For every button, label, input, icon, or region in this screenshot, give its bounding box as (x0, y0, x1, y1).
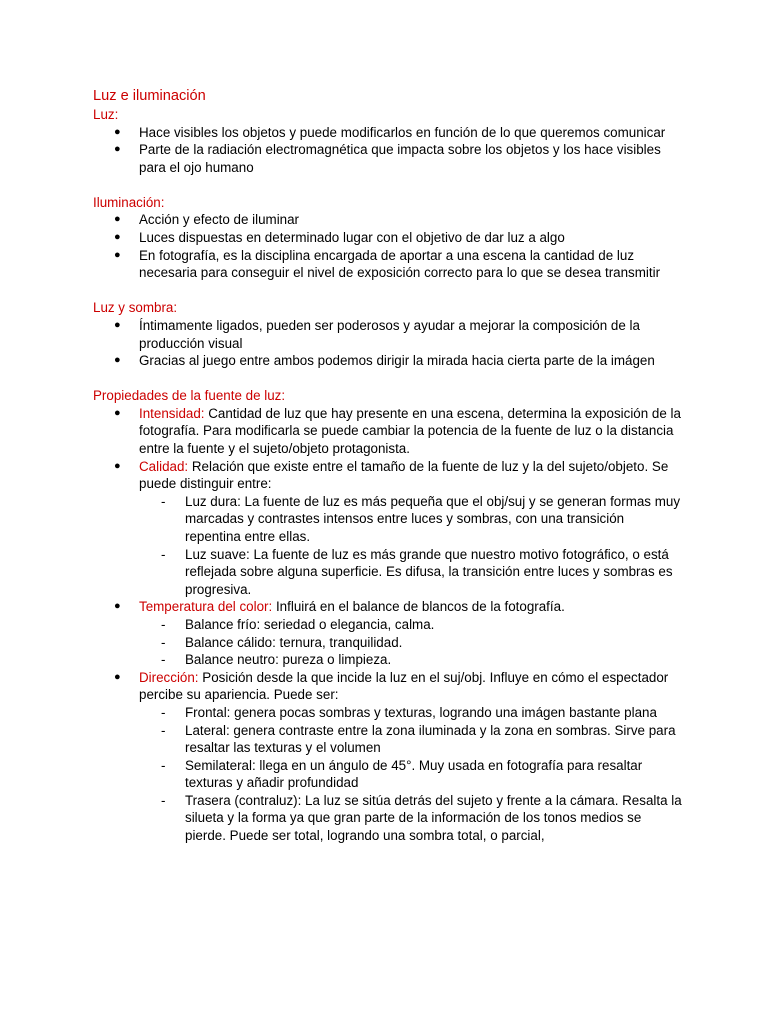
property-text: Posición desde la que incide la luz en el suj/obj. Influye en cómo el espectador percibe su apariencia. Puede ser: (139, 669, 669, 703)
sublist-item: - Balance cálido: ternura, tranquilidad. (139, 634, 683, 652)
sublist-item: - Luz suave: La fuente de luz es más grande que nuestro motivo fotográfico, o está reflejada sobre alguna superficie. Es difusa, la transición entre luces y sombras es progresiva. (139, 546, 683, 599)
sublist-calidad (139, 493, 683, 599)
sublist-item: - Balance neutro: pureza o limpieza. (139, 651, 683, 669)
list-propiedades (93, 405, 683, 845)
property-text: Cantidad de luz que hay presente en una escena, determina la exposición de la fotografía. Para modificarla se puede cambiar la potencia de la fuente de luz o la distancia entre la fuente y el sujeto/objeto protagonista. (139, 405, 681, 456)
list-item-direccion (93, 669, 683, 845)
sublist-item: - Semilateral: llega en un ángulo de 45°. Muy usada en fotografía para resaltar texturas y añadir profundidad (139, 757, 683, 792)
sublist-item: - Luz dura: La fuente de luz es más pequeña que el obj/suj y se generan formas muy marcadas y contrastes intensos entre luces y sombras, con una transición repentina entre ellas. (139, 493, 683, 546)
list-luz-sombra (93, 317, 683, 370)
heading-luz: Luz: (93, 107, 119, 122)
heading-propiedades: Propiedades de la fuente de luz: (93, 388, 286, 404)
sublist-item: - Trasera (contraluz): La luz se sitúa detrás del sujeto y frente a la cámara. Resalta la silueta y la forma ya que gran parte de la información de los tonos medios se pierde. Puede ser total, logrando una sombra total, o parcial, (139, 792, 683, 845)
list-item-temperatura (93, 598, 683, 668)
list-item-calidad (93, 458, 683, 599)
list-item: ● Parte de la radiación electromagnética que impacta sobre los objetos y los hace visibles para el ojo humano (93, 141, 683, 176)
property-label: Calidad: (139, 458, 189, 474)
sublist-item: - Balance frío: seriedad o elegancia, calma. (139, 616, 683, 634)
list-iluminacion (93, 211, 683, 281)
list-item: ● Luces dispuestas en determinado lugar con el objetivo de dar luz a algo (93, 229, 683, 247)
list-item: ● Íntimamente ligados, pueden ser poderosos y ayudar a mejorar la composición de la producción visual (93, 317, 683, 352)
heading-iluminacion: Iluminación: (93, 194, 165, 210)
property-label: Dirección: (139, 669, 199, 685)
list-item: ● Hace visibles los objetos y puede modificarlos en función de lo que queremos comunicar (93, 124, 683, 142)
list-item: ● Acción y efecto de iluminar (93, 211, 683, 229)
property-label: Temperatura del color: (139, 599, 273, 615)
sublist-temperatura (139, 616, 683, 669)
sublist-direccion (139, 704, 683, 845)
property-text: Influirá en el balance de blancos de la fotografía. (272, 599, 565, 615)
document-page (93, 87, 683, 845)
heading-luz-sombra: Luz y sombra: (93, 300, 178, 316)
property-label: Intensidad: (139, 405, 205, 421)
list-luz (93, 124, 683, 177)
sublist-item: - Lateral: genera contraste entre la zona iluminada y la zona en sombras. Sirve para resaltar las texturas y el volumen (139, 722, 683, 757)
list-item: ● Gracias al juego entre ambos podemos dirigir la mirada hacia cierta parte de la imágen (93, 352, 683, 370)
document-title: Luz e iluminación (93, 88, 206, 104)
list-item: ● En fotografía, es la disciplina encargada de aportar a una escena la cantidad de luz necesaria para conseguir el nivel de exposición correcto para lo que se desea transmitir (93, 247, 683, 282)
list-item-intensidad (93, 405, 683, 458)
property-text: Relación que existe entre el tamaño de la fuente de luz y la del sujeto/objeto. Se puede distinguir entre: (139, 458, 669, 492)
sublist-item: - Frontal: genera pocas sombras y texturas, logrando una imágen bastante plana (139, 704, 683, 722)
